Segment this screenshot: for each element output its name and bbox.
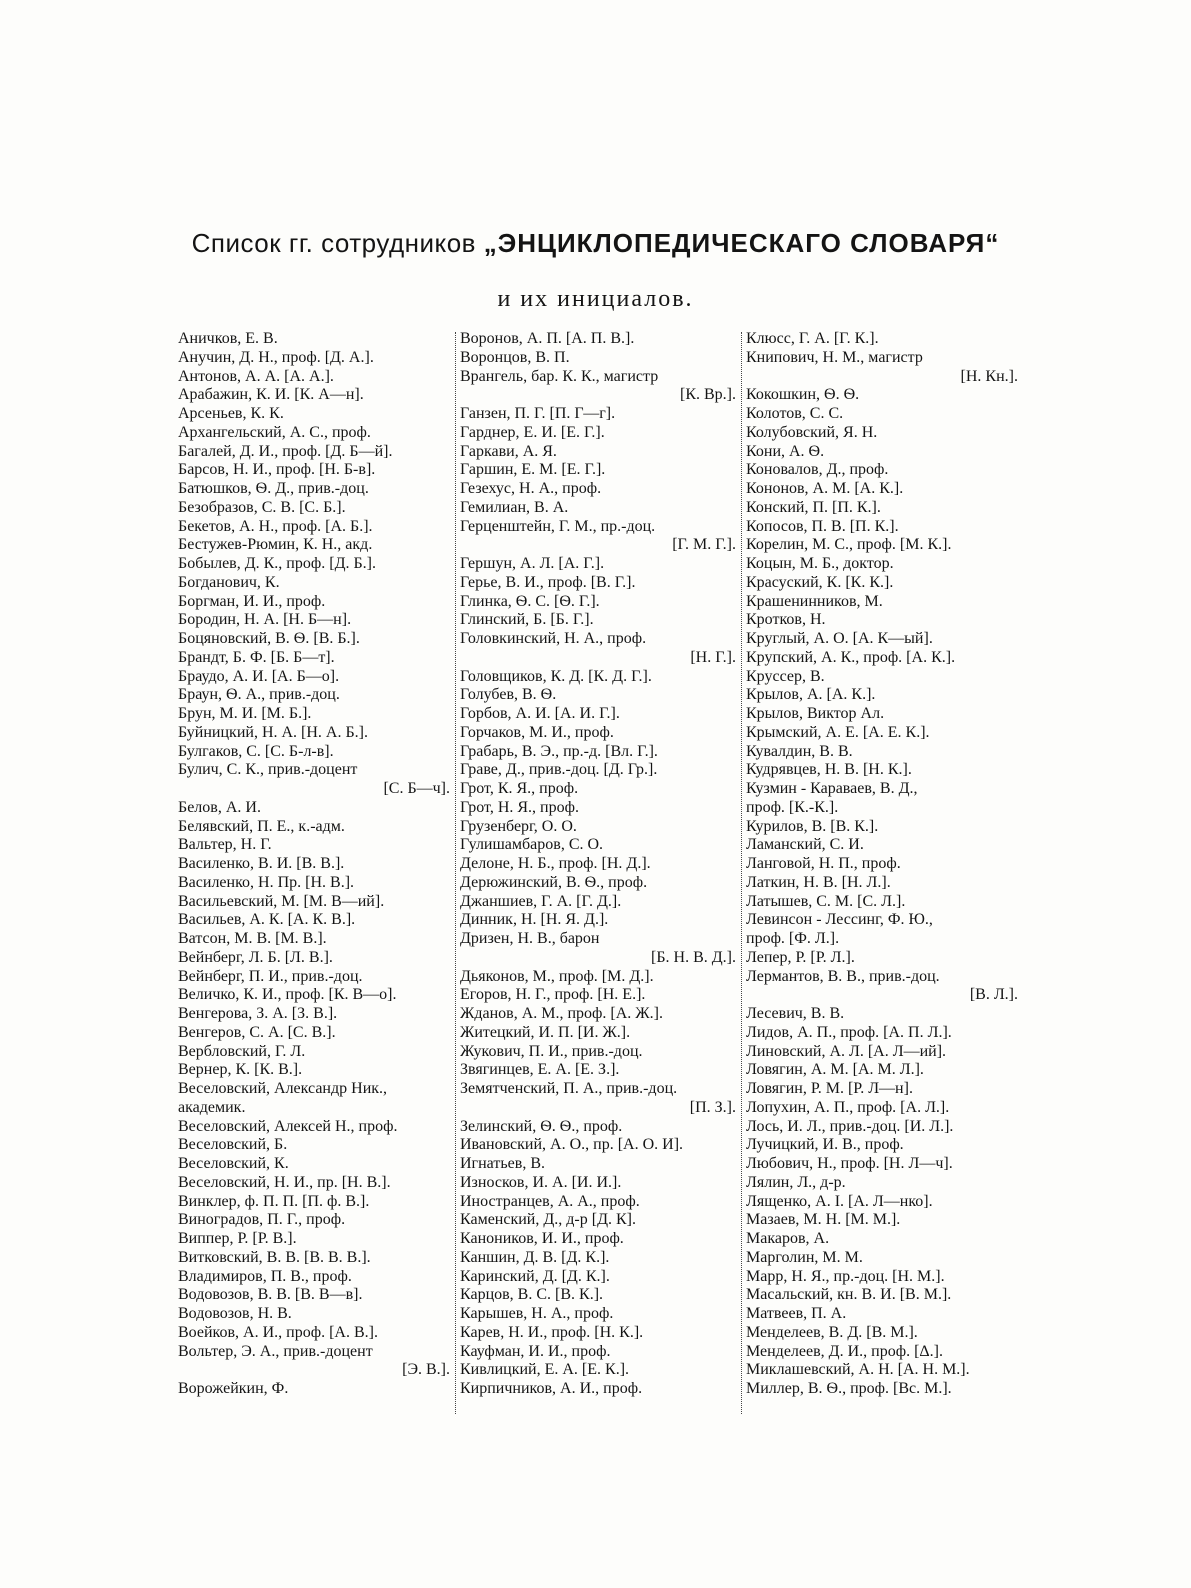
list-item: Жукович, П. И., прив.-доц. xyxy=(460,1042,643,1060)
list-item: Кудрявцев, Н. В. [Н. К.]. xyxy=(746,761,912,779)
list-item: Бестужев-Рюмин, К. Н., акд. xyxy=(178,536,373,554)
list-item: Гемилиан, В. А. xyxy=(460,498,569,516)
list-item: Лучицкий, И. В., проф. xyxy=(746,1136,904,1154)
list-item: Ивановский, А. О., пр. [А. О. И]. xyxy=(460,1136,684,1154)
list-item: Арсеньев, К. К. xyxy=(178,405,284,422)
list-item: Гулишамбаров, С. О. xyxy=(460,836,604,854)
list-item: Курилов, В. [В. К.]. xyxy=(746,817,879,835)
list-item: Герье, В. И., проф. [В. Г.]. xyxy=(460,573,636,591)
list-item: Каринский, Д. [Д. К.]. xyxy=(460,1267,610,1285)
list-item: Карцов, В. С. [В. К.]. xyxy=(460,1286,604,1304)
list-item: Грот, К. Я., проф. xyxy=(460,780,579,797)
list-item: Витковский, В. В. [В. В. В.]. xyxy=(178,1248,371,1266)
list-item: Книпович, Н. М., магистр xyxy=(746,348,923,366)
list-item: [В. Л.]. xyxy=(969,986,1018,1004)
list-item: Динник, Н. [Н. Я. Д.]. xyxy=(460,911,609,929)
list-item: Василенко, Н. Пр. [Н. В.]. xyxy=(178,873,355,891)
list-item: Врангель, бар. К. К., магистр xyxy=(460,367,659,385)
title-plain: Список гг. сотрудников xyxy=(191,228,484,258)
column-divider xyxy=(741,332,742,1414)
list-item: Мазаев, М. Н. [М. М.]. xyxy=(746,1211,901,1229)
list-item: Владимиров, П. В., проф. xyxy=(178,1267,352,1285)
list-item: Виппер, Р. [Р. В.]. xyxy=(178,1230,297,1247)
list-item: Колубовский, Я. Н. xyxy=(746,423,878,441)
list-item: Жданов, А. М., проф. [А. Ж.]. xyxy=(460,1005,663,1022)
list-item: Венгерова, З. А. [З. В.]. xyxy=(178,1005,338,1022)
list-item: Бородин, Н. А. [Н. Б—н]. xyxy=(178,611,352,629)
list-item: Величко, К. И., проф. [К. В—о]. xyxy=(178,986,397,1004)
list-item: Боцяновский, В. Ѳ. [В. Б.]. xyxy=(178,630,360,647)
list-item: Миллер, В. Ѳ., проф. [Вс. М.]. xyxy=(746,1380,952,1397)
list-item: Головщиков, К. Д. [К. Д. Г.]. xyxy=(460,667,652,685)
list-item: Грузенберг, О. О. xyxy=(460,817,577,835)
column-2 xyxy=(460,330,736,1430)
list-item: Джаншиев, Г. А. [Г. Д.]. xyxy=(460,892,622,910)
list-item: Горчаков, М. И., проф. xyxy=(460,723,614,741)
list-item: Васильевский, М. [М. В—ий]. xyxy=(178,892,385,910)
list-item: Кононов, А. М. [А. К.]. xyxy=(746,480,904,497)
list-item: Каноников, И. И., проф. xyxy=(460,1230,624,1247)
list-item: академик. xyxy=(178,1098,246,1116)
list-item: Гезехус, Н. А., проф. xyxy=(460,480,602,497)
column-1 xyxy=(178,330,450,1430)
list-item: Бобылев, Д. К., проф. [Д. Б.]. xyxy=(178,555,376,572)
list-item: Ловягин, А. М. [А. М. Л.]. xyxy=(746,1061,924,1079)
contributors-list xyxy=(178,330,1016,1430)
list-item: проф. [Ф. Л.]. xyxy=(746,930,840,947)
list-item: Анучин, Д. Н., проф. [Д. А.]. xyxy=(178,348,374,366)
list-item: Каменский, Д., д-р [Д. К]. xyxy=(460,1211,636,1229)
list-item: Колотов, С. С. xyxy=(746,405,844,422)
list-item: Житецкий, И. П. [И. Ж.]. xyxy=(460,1023,631,1041)
list-item: [Г. М. Г.]. xyxy=(672,536,736,554)
list-item: Головкинский, Н. А., проф. xyxy=(460,630,647,647)
list-item: Гаркави, А. Я. xyxy=(460,442,557,460)
list-item: Антонов, А. А. [А. А.]. xyxy=(178,367,334,385)
list-item: Воронов, А. П. [А. П. В.]. xyxy=(460,330,635,347)
list-item: Лермантов, В. В., прив.-доц. xyxy=(746,967,940,985)
list-item: Батюшков, Ѳ. Д., прив.-доц. xyxy=(178,480,369,497)
list-item: Василенко, В. И. [В. В.]. xyxy=(178,855,345,872)
list-item: Марр, Н. Я., пр.-доц. [Н. М.]. xyxy=(746,1267,945,1285)
list-item: проф. [К.-К.]. xyxy=(746,798,839,816)
list-item: Крылов, А. [А. К.]. xyxy=(746,686,876,704)
list-item: Браудо, А. И. [А. Б—о]. xyxy=(178,667,340,685)
list-item: Кони, А. Ѳ. xyxy=(746,442,825,460)
list-item: Иностранцев, А. А., проф. xyxy=(460,1192,640,1210)
list-item: Барсов, Н. И., проф. [Н. Б-в]. xyxy=(178,461,376,479)
list-item: Аничков, Е. В. xyxy=(178,330,278,347)
list-item: Вальтер, Н. Г. xyxy=(178,836,272,854)
list-item: Кауфман, И. И., проф. xyxy=(460,1342,611,1360)
list-item: Коцын, М. Б., доктор. xyxy=(746,555,894,572)
list-item: [К. Вр.]. xyxy=(680,386,736,404)
list-item: Крымский, А. Е. [А. Е. К.]. xyxy=(746,723,930,741)
list-item: Безобразов, С. В. [С. Б.]. xyxy=(178,498,346,516)
list-item: Дризен, Н. В., барон xyxy=(460,930,600,947)
list-item: Лидов, А. П., проф. [А. П. Л.]. xyxy=(746,1023,952,1041)
list-item: Копосов, П. В. [П. К.]. xyxy=(746,517,899,535)
list-item: Лепер, Р. [Р. Л.]. xyxy=(746,948,855,966)
list-item: Глинский, Б. [Б. Г.]. xyxy=(460,611,594,629)
list-item: Арабажин, К. И. [К. А—н]. xyxy=(178,386,364,404)
list-item: Вольтер, Э. А., прив.-доцент xyxy=(178,1342,373,1360)
list-item: Веселовский, Б. xyxy=(178,1136,288,1154)
list-item: Булгаков, С. [С. Б-л-в]. xyxy=(178,742,334,760)
list-item: Грот, Н. Я., проф. xyxy=(460,798,579,816)
list-item: Голубев, В. Ѳ. xyxy=(460,686,557,704)
list-item: Дерюжинский, В. Ѳ., проф. xyxy=(460,873,648,891)
list-item: Ланговой, Н. П., проф. xyxy=(746,855,901,872)
list-item: Боргман, И. И., проф. xyxy=(178,592,326,610)
list-item: [Н. Г.]. xyxy=(690,648,736,666)
list-item: [Н. Кн.]. xyxy=(960,367,1018,385)
list-item: Белявский, П. Е., к.-адм. xyxy=(178,817,345,835)
list-item: Линовский, А. Л. [А. Л—ий]. xyxy=(746,1042,947,1060)
list-item: Бекетов, А. Н., проф. [А. Б.]. xyxy=(178,517,373,535)
list-item: Багалей, Д. И., проф. [Д. Б—й]. xyxy=(178,442,393,460)
list-item: Миклашевский, А. Н. [А. Н. М.]. xyxy=(746,1361,970,1379)
list-item: Лесевич, В. В. xyxy=(746,1005,845,1022)
list-item: Веселовский, Алексей Н., проф. xyxy=(178,1117,398,1135)
list-item: Водовозов, Н. В. xyxy=(178,1305,292,1322)
list-item: Егоров, Н. Г., проф. [Н. Е.]. xyxy=(460,986,646,1004)
list-item: Коновалов, Д., проф. xyxy=(746,461,889,479)
list-item: Веселовский, Н. И., пр. [Н. В.]. xyxy=(178,1173,391,1191)
list-item: Воронцов, В. П. xyxy=(460,348,570,366)
list-item: Браун, Ѳ. А., прив.-доц. xyxy=(178,686,340,704)
list-item: Водовозов, В. В. [В. В—в]. xyxy=(178,1286,363,1304)
list-item: Брун, М. И. [М. Б.]. xyxy=(178,705,312,722)
list-item: Граве, Д., прив.-доц. [Д. Гр.]. xyxy=(460,761,658,779)
list-item: Ламанский, С. И. xyxy=(746,836,864,854)
list-item: Лященко, А. І. [А. Л—нко]. xyxy=(746,1192,933,1210)
list-item: Брандт, Б. Ф. [Б. Б—т]. xyxy=(178,648,335,666)
list-item: Масальский, кн. В. И. [В. М.]. xyxy=(746,1286,952,1304)
list-item: Лялин, Л., д-р. xyxy=(746,1173,846,1191)
list-item: Круссер, В. xyxy=(746,667,825,685)
list-item: Любович, Н., проф. [Н. Л—ч]. xyxy=(746,1155,953,1172)
list-item: Делоне, Н. Б., проф. [Н. Д.]. xyxy=(460,855,651,872)
list-item: Звягинцев, Е. А. [Е. З.]. xyxy=(460,1061,620,1079)
list-item: Кирпичников, А. И., проф. xyxy=(460,1380,643,1397)
list-item: Васильев, А. К. [А. К. В.]. xyxy=(178,911,356,929)
list-item: Кокошкин, Ѳ. Ѳ. xyxy=(746,386,860,404)
list-item: Игнатьев, В. xyxy=(460,1155,545,1172)
list-item: Марголин, М. М. xyxy=(746,1248,863,1266)
list-item: [Б. Н. В. Д.]. xyxy=(651,948,736,966)
list-item: Красуский, К. [К. К.]. xyxy=(746,573,894,591)
list-item: Ватсон, М. В. [М. В.]. xyxy=(178,930,327,947)
list-item: Грабарь, В. Э., пр.-д. [Вл. Г.]. xyxy=(460,742,658,760)
list-item: Левинсон - Лессинг, Ф. Ю., xyxy=(746,911,933,929)
list-item: Крылов, Виктор Ал. xyxy=(746,705,885,722)
list-item: Конский, П. [П. К.]. xyxy=(746,498,881,516)
list-item: [С. Б—ч]. xyxy=(383,780,450,797)
list-item: Лопухин, А. П., проф. [А. Л.]. xyxy=(746,1098,950,1116)
list-item: [П. З.]. xyxy=(689,1098,736,1116)
list-item: Кротков, Н. xyxy=(746,611,826,629)
title-bold: „ЭНЦИКЛОПЕДИЧЕСКАГО СЛОВАРЯ“ xyxy=(483,228,1000,258)
list-item: Кузмин - Караваев, В. Д., xyxy=(746,780,918,797)
list-item: Корелин, М. С., проф. [М. К.]. xyxy=(746,536,952,554)
page-subtitle: и их инициалов. xyxy=(497,286,694,312)
list-item: [Э. В.]. xyxy=(402,1361,450,1379)
column-divider xyxy=(455,332,456,1414)
list-item: Кувалдин, В. В. xyxy=(746,742,853,760)
list-item: Ганзен, П. Г. [П. Г—г]. xyxy=(460,405,616,422)
column-3 xyxy=(746,330,1018,1430)
list-item: Буйницкий, Н. А. [Н. А. Б.]. xyxy=(178,723,368,741)
list-item: Венгеров, С. А. [С. В.]. xyxy=(178,1023,336,1041)
list-item: Виноградов, П. Г., проф. xyxy=(178,1211,346,1229)
list-item: Карев, Н. И., проф. [Н. К.]. xyxy=(460,1323,644,1341)
list-item: Зелинский, Ѳ. Ѳ., проф. xyxy=(460,1117,623,1135)
list-item: Макаров, А. xyxy=(746,1230,830,1247)
list-item: Веселовский, Александр Ник., xyxy=(178,1080,388,1097)
list-item: Латкин, Н. В. [Н. Л.]. xyxy=(746,873,891,891)
list-item: Каншин, Д. В. [Д. К.]. xyxy=(460,1248,610,1266)
list-item: Ворожейкин, Ф. xyxy=(178,1380,289,1397)
list-item: Менделеев, Д. И., проф. [Δ.]. xyxy=(746,1342,944,1360)
list-item: Карышев, Н. А., проф. xyxy=(460,1305,614,1322)
list-item: Вернер, К. [К. В.]. xyxy=(178,1061,303,1079)
list-item: Гарднер, Е. И. [Е. Г.]. xyxy=(460,423,605,441)
list-item: Вейнберг, Л. Б. [Л. В.]. xyxy=(178,948,333,966)
list-item: Глинка, Ѳ. С. [Ѳ. Г.]. xyxy=(460,592,600,610)
list-item: Вейнберг, П. И., прив.-доц. xyxy=(178,967,363,985)
list-item: Клюсс, Г. А. [Г. К.]. xyxy=(746,330,879,347)
list-item: Воейков, А. И., проф. [А. В.]. xyxy=(178,1323,378,1341)
list-item: Архангельский, А. С., проф. xyxy=(178,423,371,441)
list-item: Горбов, А. И. [А. И. Г.]. xyxy=(460,705,620,722)
list-item: Герценштейн, Г. М., пр.-доц. xyxy=(460,517,656,535)
list-item: Кивлицкий, Е. А. [Е. К.]. xyxy=(460,1361,630,1379)
list-item: Крашенинников, М. xyxy=(746,592,883,610)
page-title xyxy=(0,228,1191,259)
list-item: Богданович, К. xyxy=(178,573,280,591)
list-item: Белов, А. И. xyxy=(178,798,261,816)
list-item: Гаршин, Е. М. [Е. Г.]. xyxy=(460,461,606,479)
list-item: Винклер, ф. П. П. [П. ф. В.]. xyxy=(178,1192,370,1210)
list-item: Гершун, А. Л. [А. Г.]. xyxy=(460,555,605,572)
list-item: Ловягин, Р. М. [Р. Л—н]. xyxy=(746,1080,913,1097)
list-item: Булич, С. К., прив.-доцент xyxy=(178,761,358,779)
list-item: Веселовский, К. xyxy=(178,1155,289,1172)
list-item: Крупский, А. К., проф. [А. К.]. xyxy=(746,648,956,666)
list-item: Круглый, А. О. [А. К—ый]. xyxy=(746,630,933,647)
list-item: Износков, И. А. [И. И.]. xyxy=(460,1173,622,1191)
list-item: Матвеев, П. А. xyxy=(746,1305,847,1322)
list-item: Вербловский, Г. Л. xyxy=(178,1042,306,1060)
list-item: Земятченский, П. А., прив.-доц. xyxy=(460,1080,678,1097)
list-item: Лось, И. Л., прив.-доц. [И. Л.]. xyxy=(746,1117,954,1135)
list-item: Дьяконов, М., проф. [М. Д.]. xyxy=(460,967,654,985)
list-item: Латышев, С. М. [С. Л.]. xyxy=(746,892,906,910)
list-item: Менделеев, В. Д. [В. М.]. xyxy=(746,1323,918,1341)
